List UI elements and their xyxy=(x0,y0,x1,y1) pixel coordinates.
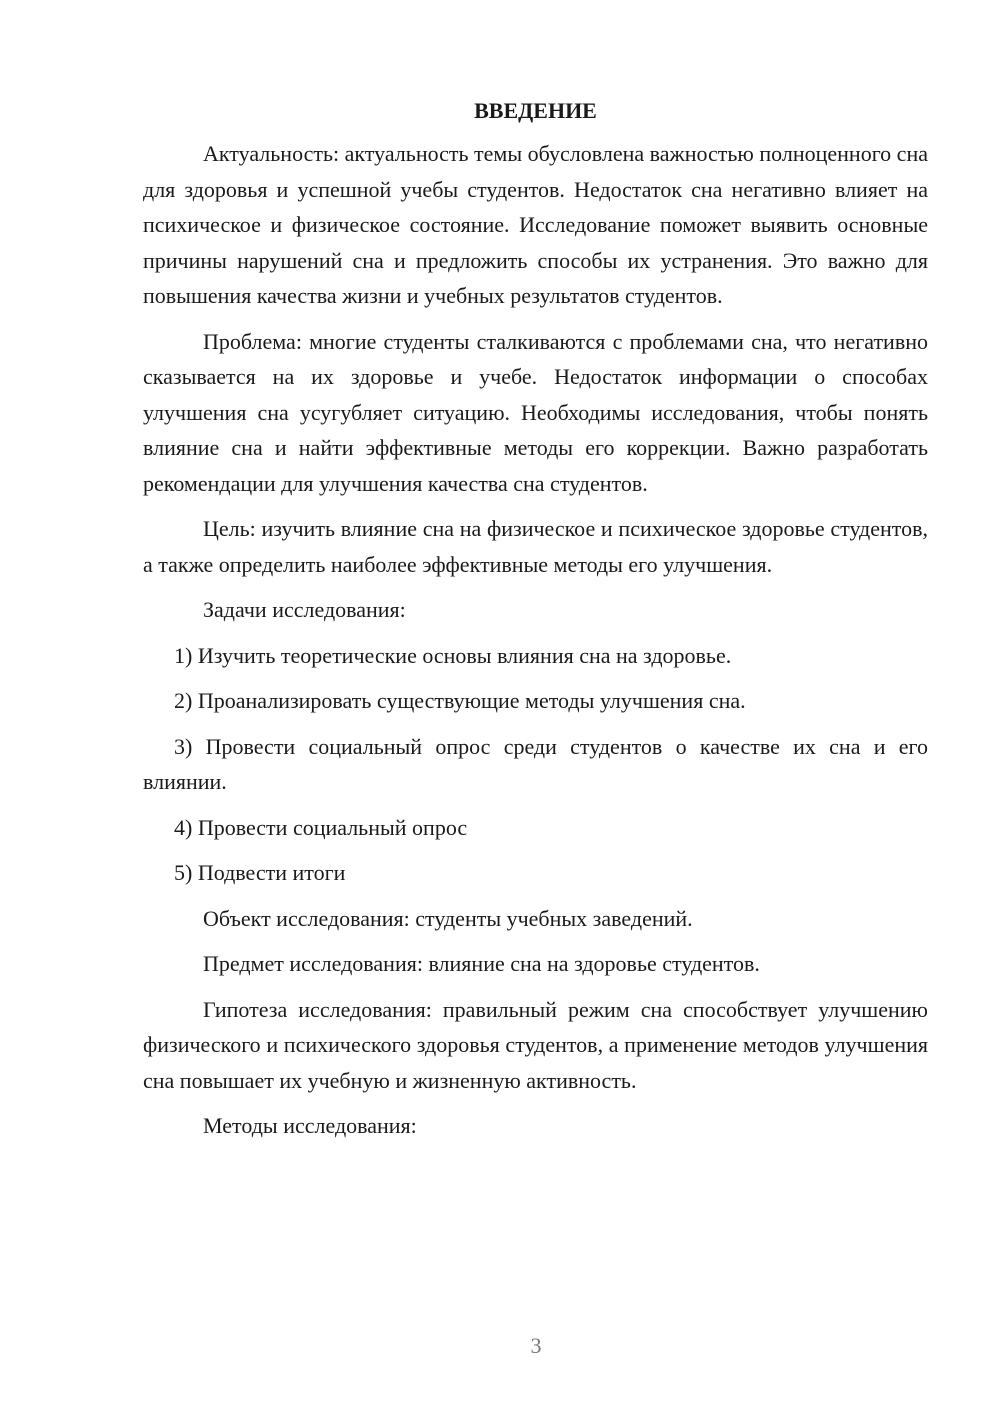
hypothesis-paragraph: Гипотеза исследования: правильный режим сна способствует улучшению физического и психического здоровья студентов, а применение методов улучшения сна повышает их учебную и жизненную активность. xyxy=(143,996,928,1093)
tasks-list xyxy=(143,638,928,891)
section-title: ВВЕДЕНИЕ xyxy=(474,98,597,123)
actuality-paragraph: Актуальность: актуальность темы обусловлена важностью полноценного сна для здоровья и успешной учебы студентов. Недостаток сна негативно влияет на психическое и физическое состояние. Исследование поможет выявить основные причины нарушений сна и предложить способы их устранения. Это важно для повышения качества жизни и учебных результатов студентов. xyxy=(143,141,928,308)
list-item: 1) Изучить теоретические основы влияния сна на здоровье. xyxy=(174,642,732,668)
object-paragraph: Объект исследования: студенты учебных заведений. xyxy=(203,905,693,931)
list-item: 3) Провести социальный опрос среди студентов о качестве их сна и его влиянии. xyxy=(143,733,928,794)
list-item: 5) Подвести итоги xyxy=(174,860,346,885)
list-item: 4) Провести социальный опрос xyxy=(174,814,468,840)
list-item: 2) Проанализировать существующие методы улучшения сна. xyxy=(174,688,746,713)
subject-paragraph: Предмет исследования: влияние сна на здоровье студентов. xyxy=(203,951,760,976)
methods-heading: Методы исследования: xyxy=(203,1113,417,1138)
problem-paragraph: Проблема: многие студенты сталкиваются с проблемами сна, что негативно сказывается на их здоровье и учебе. Недостаток информации о способах улучшения сна усугубляет ситуацию. Необходимы исследования, чтобы понять влияние сна и найти эффективные методы его коррекции. Важно разработать рекомендации для улучшения качества сна студентов. xyxy=(143,328,928,496)
page-number: 3 xyxy=(530,1333,542,1358)
goal-paragraph: Цель: изучить влияние сна на физическое и психическое здоровье студентов, а также определить наиболее эффективные методы его улучшения. xyxy=(143,516,928,577)
document-page xyxy=(143,96,928,1154)
tasks-heading: Задачи исследования: xyxy=(203,597,406,622)
